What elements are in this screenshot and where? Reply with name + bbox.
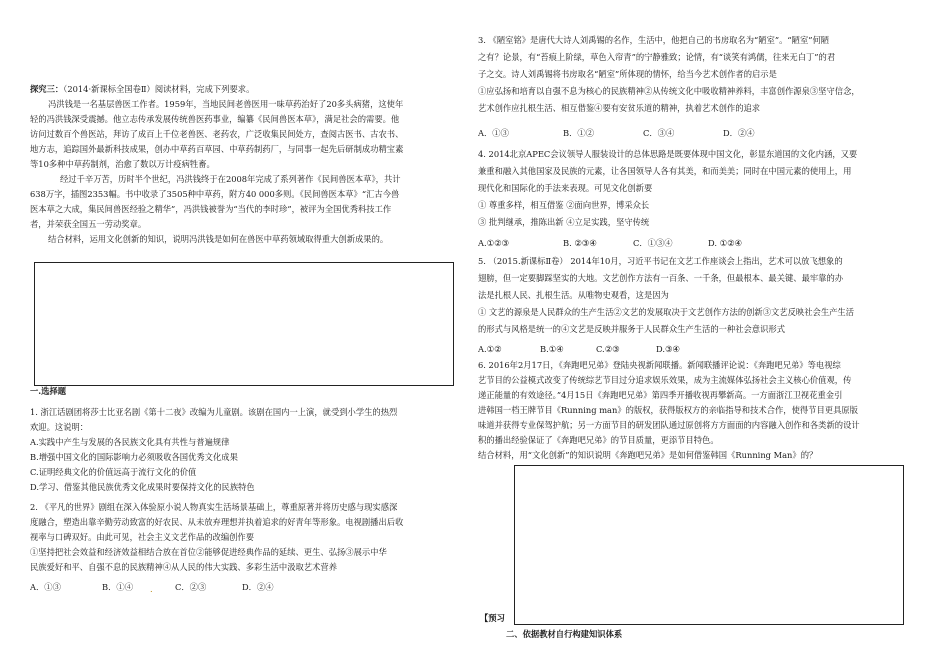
question-text: ①坚持把社会效益和经济效益相结合放在首位②能够促进经典作品的延续、更生、弘扬③展示中华 (30, 547, 387, 557)
q3-option-b: B．①② (563, 128, 594, 138)
option-c: C.证明经典文化的价值远高于流行文化的价值 (30, 467, 197, 477)
question-text: 艺术创作应扎根生活、相互借鉴④要有安贫乐道的精神，执着艺术创作的追求 (478, 103, 761, 113)
question-text: 结合材料，用“文化创新”的知识说明《奔跑吧兄弟》是如何借鉴韩国《Running Man》的？ (478, 450, 818, 460)
question-text: 2. 《平凡的世界》剧组在深入体验原小说人物真实生活场景基础上，尊重原著并将历史感与现实感深 (30, 502, 398, 512)
option-b: B.增强中国文化的国际影响力必须吸收各国优秀文化成果 (30, 452, 238, 462)
question-2 (30, 500, 460, 575)
q4-option-b: B. ②③④ (563, 238, 597, 248)
question-1 (30, 405, 460, 495)
material-line: 638万字，插图2353幅。书中收录了3505种中草药，附方40 000多则。《民间兽医本草》“汇古今兽 (30, 189, 400, 199)
material-line: 等10多种中草药制剂，治愈了数以万计疫病牲畜。 (30, 159, 215, 169)
q4-option-d: D. ①②④ (708, 238, 742, 248)
question-text: 翅膀，但一定要脚踩坚实的大地。文艺创作方法有一百条、一千条，但最根本、最关键、最牢靠的办 (478, 273, 844, 283)
material-line: 者，并荣获全国五一劳动奖章。 (30, 219, 147, 229)
question-text: 法是扎根人民、扎根生活。从唯物史观看，这是因为 (478, 290, 669, 300)
exploration-head: 探究三： (30, 84, 64, 94)
question-6 (478, 358, 938, 463)
knowledge-section-title: 二、依据教材自行构建知识体系 (506, 629, 623, 639)
answer-box-1[interactable] (34, 262, 454, 386)
question-text: 度融合，塑造出靠辛勤劳动致富的好农民、从未放弃理想并执着追求的好青年等形象。电视剧播出后收 (30, 517, 404, 527)
question-text: 5. （2015.新课标Ⅱ卷） 2014年10月，习近平书记在文艺工作座谈会上指出，艺术可以放飞想象的 (478, 256, 843, 266)
material-line: 轻的冯洪钱深受震撼。他立志传承发展传统兽医药事业，编纂《民间兽医本草》，满足社会的需要。他 (30, 114, 400, 124)
question-text: 进韩国一档王牌节目《Running man》的版权，获得版权方的亲临指导和技术合作，使得节目更具原版 (478, 405, 858, 415)
material-line: 地方志，追踪国外最新科技成果，创办中草药百草园、中草药制药厂，与同事一起先后研制成功精宝素 (30, 144, 404, 154)
q3-option-a: A．①③ (478, 128, 509, 138)
material-line: 经过千辛万苦，历时半个世纪，冯洪钱终于在2008年完成了系列著作《民间兽医本草》，共计 (60, 174, 401, 184)
question-text: 现代化和国际化的手法来表现。可见文化创新要 (478, 183, 653, 193)
q5-option-d: D.③④ (656, 344, 680, 354)
option-d: D.学习、借鉴其他民族优秀文化成果时要保持文化的民族特色 (30, 482, 255, 492)
q5-option-b: B.①④ (540, 344, 564, 354)
preview-label: 【预习 (480, 613, 505, 623)
q2-option-a: A．①③ (30, 582, 61, 592)
question-text: 艺节目的公益模式改变了传统综艺节目过分追求娱乐效果，成为主流媒体弘扬社会主义核心价值观，传 (478, 375, 852, 385)
exploration-material (30, 97, 460, 247)
question-text: 积的播出经验保证了《奔跑吧兄弟》的节目质量，更添节目特色。 (478, 435, 719, 445)
q3-option-c: C．③④ (643, 128, 675, 138)
material-line: 冯洪钱是一名基层兽医工作者。1959年，当地民间老兽医用一味草药治好了20多头病猪，这使年 (48, 99, 404, 109)
question-text: 子之交。诗人刘禹锡将书房取名“陋室”所体现的情怀，给当今艺术创作者的启示是 (478, 69, 777, 79)
question-text: 味道并获得专业保驾护航；另一方面节目的研发团队通过原创将方方面面的内容融入创作和各类新的设计 (478, 420, 860, 430)
question-text: 3. 《陋室铭》是唐代大诗人刘禹锡的名作，生活中，他把自己的书房取名为“陋室”。“陋室”何陋 (478, 35, 830, 45)
question-text: 1. 浙江话剧团将莎士比亚名剧《第十二夜》改编为儿童剧。该剧在国内一上演，就受到小学生的热烈 (30, 407, 398, 417)
option-a: A.实践中产生与发展的各民族文化具有共性与普遍规律 (30, 437, 230, 447)
q4-option-c: C．①③④ (633, 238, 673, 248)
question-text: 民族爱好和平、自强不息的民族精神④从人民的伟大实践、多彩生活中汲取艺术营养 (30, 562, 337, 572)
question-text: 4. 2014北京APEC会议领导人服装设计的总体思路是既要体现中国文化，彰显东道国的文化内涵，又要 (478, 149, 858, 159)
q5-option-a: A.①② (478, 344, 502, 354)
exploration-source: （2014·新课标全国卷Ⅱ）阅读材料，完成下列要求。 (63, 84, 255, 94)
question-text: ① 文艺的源泉是人民群众的生产生活②文艺的发展取决于文艺创作方法的创新③文艺反映社会生产生活 (478, 307, 855, 317)
q5-option-c: C.②③ (596, 344, 620, 354)
stray-dot: . (150, 584, 153, 594)
q4-option-a: A.①②③ (478, 238, 509, 248)
question-text: ①应弘扬和培育以自强不息为核心的民族精神②从传统文化中吸收精神养料，丰富创作源泉③坚守信念， (478, 86, 860, 96)
material-line: 访问过数百个兽医站，拜访了成百上千位老兽医、老药农，广泛收集民间处方，查阅古医书、古农书、 (30, 129, 404, 139)
exploration-question: 结合材料，运用文化创新的知识，说明冯洪钱是如何在兽医中草药领域取得重大创新成果的。 (48, 234, 389, 244)
question-text: 兼重和融入其他国家及民族的元素，让各国领导人各有其美，和而美美；同时在中国元素的使用上，用 (478, 166, 852, 176)
q2-option-c: C．②③ (175, 582, 207, 592)
question-text: 递正能量的有效途径。”4月15日《奔跑吧兄弟》第四季开播收视再攀新高。一方面浙江卫视花重金引 (478, 390, 843, 400)
q3-option-d: D．②④ (723, 128, 755, 138)
question-text: 的形式与风格是统一的④文艺是反映并服务于人民群众生产生活的一种社会意识形式 (478, 324, 785, 334)
question-4 (478, 145, 938, 230)
question-text: ③ 批判继承，推陈出新 ④立足实践，坚守传统 (478, 217, 650, 227)
question-text: 之有？论景，有“苔痕上阶绿，草色入帘青”的宁静雅致；论情，有“谈笑有鸿儒，往来无白丁”的君 (478, 52, 836, 62)
material-line: 医本草之大成，集民间兽医经验之精华”，冯洪钱被誉为“当代的李时珍”，被评为全国优秀科技工作 (30, 204, 392, 214)
question-5 (478, 252, 938, 337)
choice-section-title: 一.选择题 (30, 386, 67, 396)
question-3 (478, 33, 938, 116)
answer-box-2[interactable] (514, 465, 904, 625)
exploration-title (30, 82, 254, 97)
question-text: ① 尊重多样，相互借鉴 ②面向世界，博采众长 (478, 200, 650, 210)
question-text: 6. 2016年2月17日，《奔跑吧兄弟》登陆央视新闻联播。新闻联播评论说：《奔跑吧兄弟》等电视综 (478, 360, 841, 370)
q2-option-b: B．①④ (102, 582, 133, 592)
question-text: 视率与口碑双好。由此可见，社会主义文艺作品的改编创作要 (30, 532, 255, 542)
q2-option-d: D．②④ (242, 582, 274, 592)
question-text: 欢迎。这说明： (30, 422, 89, 432)
